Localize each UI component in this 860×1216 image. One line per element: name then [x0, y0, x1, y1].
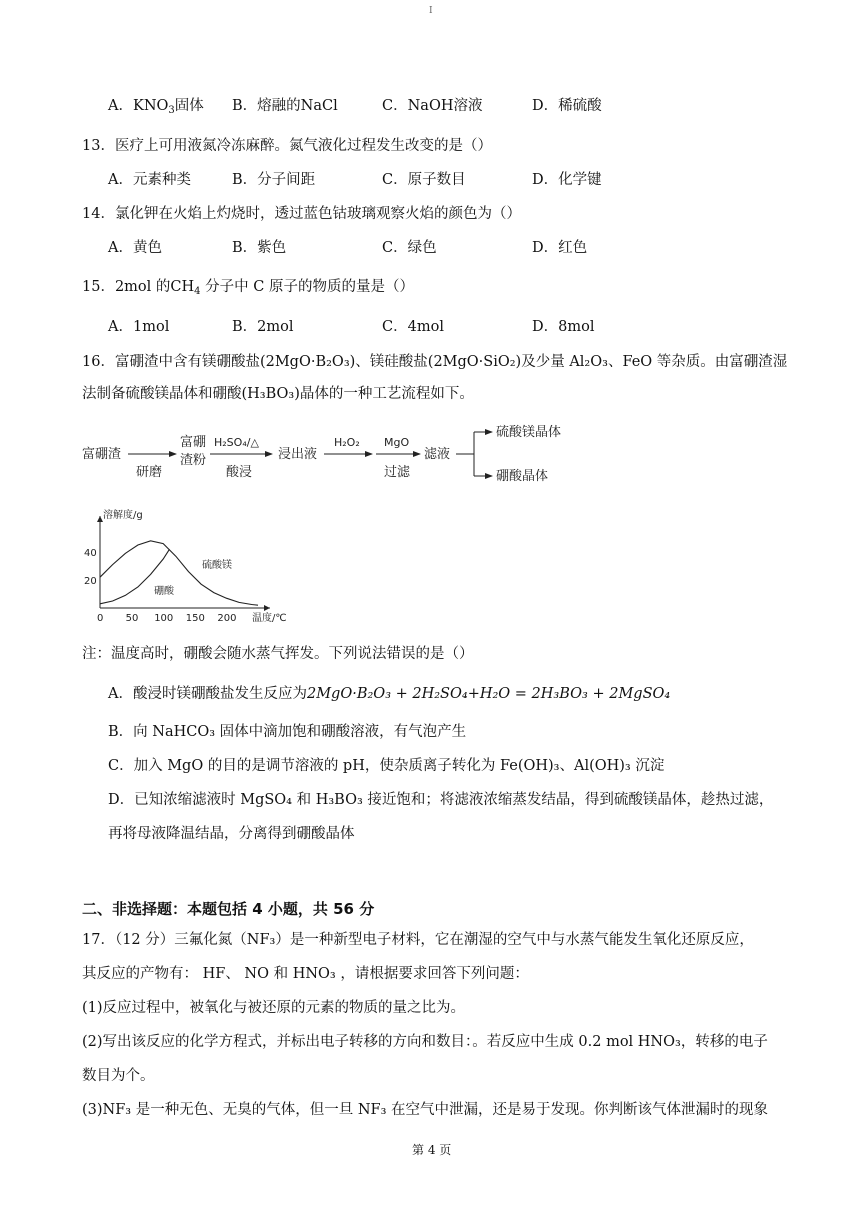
x-axis-label: 温度/℃	[252, 613, 287, 624]
q13-option-d: D．化学键	[532, 172, 602, 188]
q15-option-d: D．8mol	[532, 319, 595, 335]
process-flow-diagram	[82, 418, 602, 498]
x-tick-label: 150	[185, 613, 205, 624]
q12-option-c: C．NaOH溶液	[382, 98, 483, 114]
q14-option-c: C．绿色	[382, 240, 437, 256]
q16-option-a: A．酸浸时镁硼酸盐发生反应为2MgO·B₂O₃ + 2H₂SO₄+H₂O = 2H₃BO₃ + 2MgSO₄	[108, 686, 671, 702]
series-label-h3bo3: 硼酸	[154, 586, 174, 597]
flow-step4-label: 过滤	[384, 465, 411, 480]
q15-option-a: A．1mol	[108, 319, 170, 335]
q16-stem-line1: 16．富硼渣中含有镁硼酸盐(2MgO·B₂O₃)、镁硅酸盐(2MgO·SiO₂)及少量 Al₂O₃、FeO 等杂质。由富硼渣湿	[82, 354, 788, 370]
q15-option-b: B．2mol	[232, 319, 294, 335]
q12-option-a: A．$KNO_3$固体	[108, 98, 204, 116]
q13-option-c: C．原子数目	[382, 172, 466, 188]
q17-line4: (2)写出该反应的化学方程式，并标出电子转移的方向和数目：。若反应中生成 0.2 mol HNO₃，转移的电子	[82, 1034, 768, 1050]
flow-step4-reagent: MgO	[384, 436, 410, 449]
flow-start: 富硼渣	[82, 447, 122, 462]
q12-option-d: D．稀硫酸	[532, 98, 602, 114]
flow-step2-label: 酸浸	[226, 465, 253, 480]
q16-option-d-line2: 再将母液降温结晶，分离得到硼酸晶体	[108, 826, 355, 842]
section-title: 二、非选择题：本题包括 4 小题，共 56 分	[82, 900, 375, 918]
header-mark: I	[429, 6, 433, 16]
q17-line6: (3)NF₃ 是一种无色、无臭的气体，但一旦 NF₃ 在空气中泄漏，还是易于发现。你判断该气体泄漏时的现象	[82, 1102, 768, 1118]
flow-step3-reagent: H₂O₂	[334, 436, 360, 449]
flow-filtrate: 滤液	[424, 447, 451, 462]
q13-option-b: B．分子间距	[232, 172, 316, 188]
flow-leach: 浸出液	[278, 447, 318, 462]
x-axis-arrow	[264, 605, 270, 611]
q16-note: 注：温度高时，硼酸会随水蒸气挥发。下列说法错误的是（）	[82, 646, 474, 662]
q17-line1: 17．（12 分）三氟化氮（NF₃）是一种新型电子材料，它在潮湿的空气中与水蒸气能发生氧化还原反应，	[82, 932, 754, 948]
flow-step2-reagent: H₂SO₄/△	[214, 436, 259, 449]
q17-line3: (1)反应过程中，被氧化与被还原的元素的物质的量之比为。	[82, 1000, 466, 1016]
solubility-chart	[82, 508, 292, 630]
q14-option-d: D．红色	[532, 240, 588, 256]
q16-option-b: B．向 NaHCO₃ 固体中滴加饱和硼酸溶液，有气泡产生	[108, 724, 467, 740]
series-label-mgso4: 硫酸镁	[202, 560, 232, 571]
flow-step1-label: 研磨	[136, 465, 163, 480]
q15-stem: 15．2mol 的$CH_4$ 分子中 C 原子的物质的量是（）	[82, 279, 414, 297]
q12-option-b: B．熔融的NaCl	[232, 98, 338, 114]
x-tick-label: 200	[217, 613, 237, 624]
x-tick-label: 100	[154, 613, 174, 624]
q14-option-b: B．紫色	[232, 240, 287, 256]
y-tick-label: 40	[84, 548, 97, 559]
q14-option-a: A．黄色	[108, 240, 162, 256]
q13-option-a: A．元素种类	[108, 172, 191, 188]
flow-product1: 硫酸镁晶体	[496, 425, 562, 440]
flow-powder-line1: 富硼	[180, 435, 207, 450]
q13-stem: 13．医疗上可用液氮冷冻麻醉。氮气液化过程发生改变的是（）	[82, 138, 492, 154]
page-number: 第 4 页	[412, 1143, 452, 1157]
q16-option-c: C．加入 MgO 的目的是调节溶液的 pH，使杂质离子转化为 Fe(OH)₃、Al(OH)₃ 沉淀	[108, 758, 665, 774]
x-tick-label: 50	[125, 613, 139, 624]
q17-line5: 数目为个。	[82, 1068, 155, 1084]
flow-product2: 硼酸晶体	[496, 469, 549, 484]
y-axis-label: 溶解度/g	[103, 510, 143, 521]
q17-line2: 其反应的产物有： HF、 NO 和 HNO₃ ，请根据要求回答下列问题：	[82, 966, 529, 982]
q16-stem-line2: 法制备硫酸镁晶体和硼酸(H₃BO₃)晶体的一种工艺流程如下。	[82, 386, 474, 402]
flow-powder-line2: 渣粉	[180, 453, 207, 468]
q14-stem: 14．氯化钾在火焰上灼烧时，透过蓝色钴玻璃观察火焰的颜色为（）	[82, 206, 521, 222]
y-tick-label: 20	[84, 576, 97, 587]
q16-option-d-line1: D．已知浓缩滤液时 MgSO₄ 和 H₃BO₃ 接近饱和；将滤液浓缩蒸发结晶，得到硫酸镁晶体，趁热过滤，	[108, 792, 774, 808]
q15-option-c: C．4mol	[382, 319, 444, 335]
x-tick-label: 0	[97, 613, 104, 624]
